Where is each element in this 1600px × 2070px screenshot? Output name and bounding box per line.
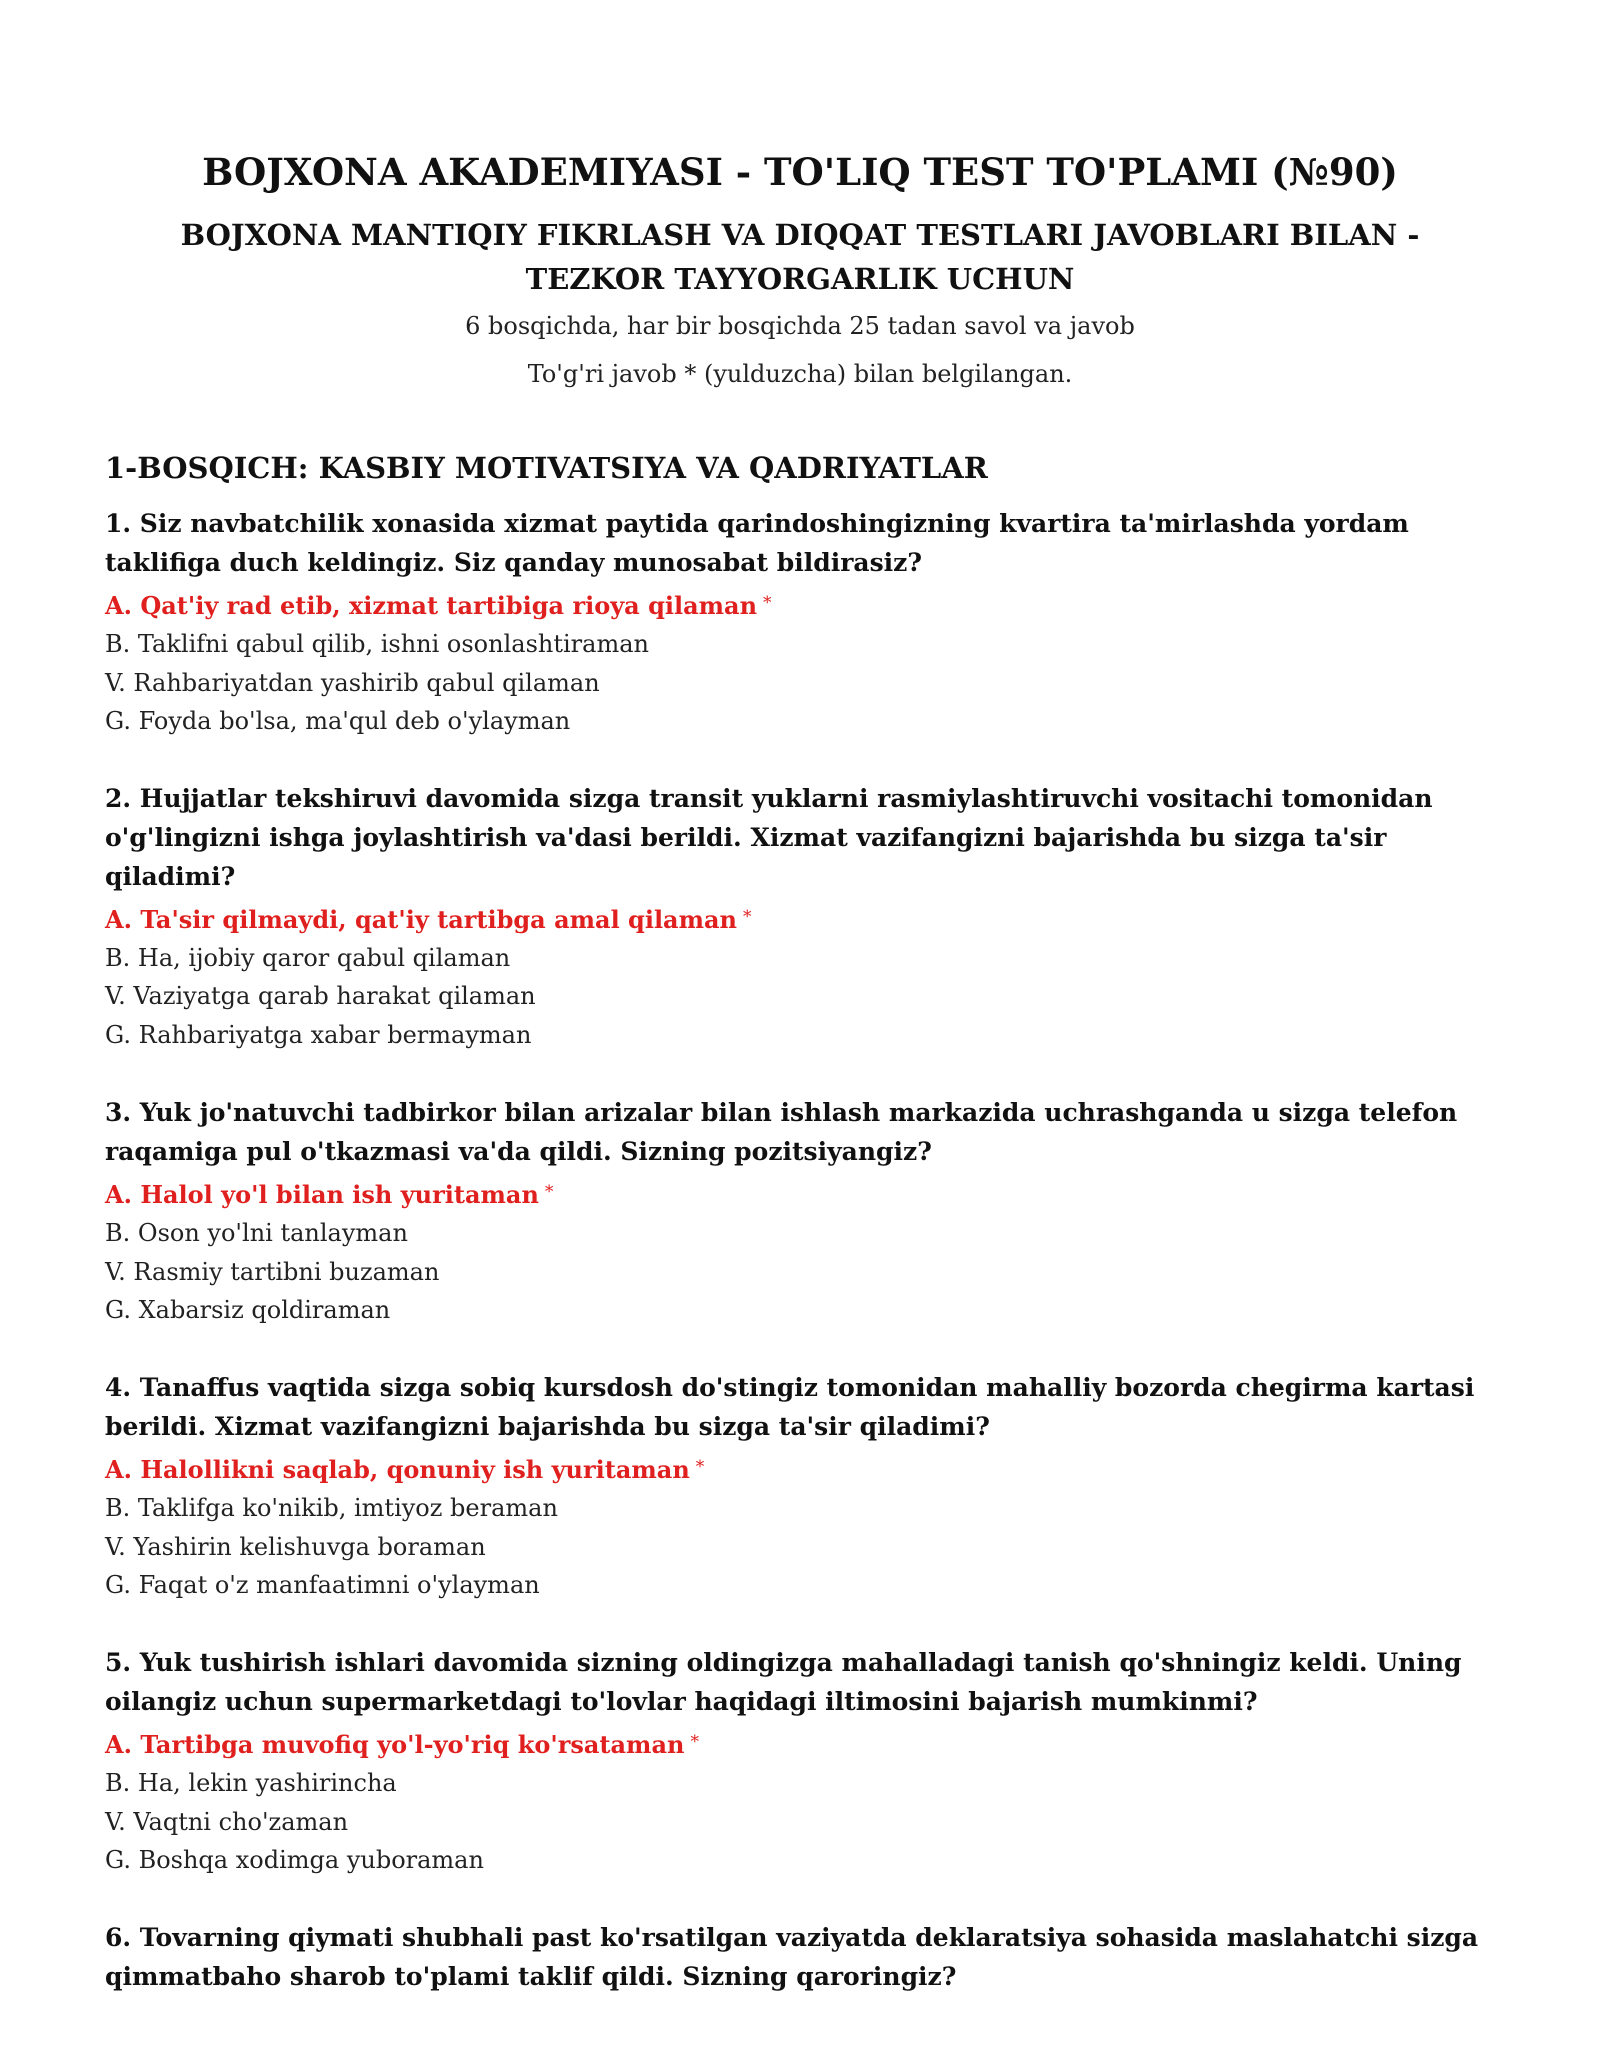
option-g: G. Rahbariyatga xabar bermayman (105, 1020, 532, 1049)
section-heading: 1-BOSQICH: KASBIY MOTIVATSIYA VA QADRIYATLAR (105, 451, 988, 486)
question-6 (105, 1919, 1495, 1997)
question-text: 3. Yuk jo'natuvchi tadbirkor bilan arizalar bilan ishlash markazida uchrashganda u sizga telefon raqamiga pul o'tkazmasi va'da qildi. Sizning pozitsiyangiz? (105, 1098, 1458, 1167)
option-a-correct (105, 1176, 1495, 1214)
option-g: G. Foyda bo'lsa, ma'qul deb o'ylayman (105, 707, 571, 736)
question-text: 5. Yuk tushirish ishlari davomida sizning oldingizga mahalladagi tanish qo'shningiz keldi. Uning oilangiz uchun supermarketdagi to'lovlar haqidagi iltimosini bajarish mumkinmi? (105, 1648, 1462, 1717)
question-text: 4. Tanaffus vaqtida sizga sobiq kursdosh do'stingiz tomonidan mahalliy bozorda chegirma kartasi berildi. Xizmat vazifangizni bajarishda bu sizga ta'sir qiladimi? (105, 1373, 1475, 1442)
option-label: A. Halol yo'l bilan ish yuritaman (105, 1179, 539, 1209)
option-a-correct (105, 587, 1495, 625)
option-label: A. Tartibga muvofiq yo'l-yo'riq ko'rsataman (105, 1729, 685, 1759)
correct-mark: * (763, 592, 772, 613)
option-b: B. Oson yo'lni tanlayman (105, 1219, 408, 1248)
option-v: V. Yashirin kelishuvga boraman (105, 1532, 486, 1561)
question-3 (105, 1094, 1495, 1329)
option-b: B. Taklifni qabul qilib, ishni osonlashtiraman (105, 630, 649, 659)
option-a-correct (105, 1451, 1495, 1489)
question-text: 1. Siz navbatchilik xonasida xizmat paytida qarindoshingizning kvartira ta'mirlashda yordam taklifiga duch keldingiz. Siz qanday munosabat bildirasiz? (105, 509, 1409, 578)
question-2 (105, 780, 1495, 1054)
option-a-correct (105, 1726, 1495, 1764)
question-text: 6. Tovarning qiymati shubhali past ko'rsatilgan vaziyatda deklaratsiya sohasida maslahatchi sizga qimmatbaho sharob to'plami taklif qildi. Sizning qaroringiz? (105, 1923, 1479, 1992)
option-v: V. Vaqtni cho'zaman (105, 1807, 349, 1836)
option-v: V. Rasmiy tartibni buzaman (105, 1257, 440, 1286)
question-5 (105, 1644, 1495, 1879)
document-title: BOJXONA AKADEMIYASI - TO'LIQ TEST TO'PLAMI (№90) (202, 150, 1398, 194)
document-subtitle: BOJXONA MANTIQIY FIKRLASH VA DIQQAT TESTLARI JAVOBLARI BILAN - TEZKOR TAYYORGARLIK UCHUN (180, 218, 1420, 296)
correct-mark: * (743, 906, 752, 927)
document-meta-line-1: 6 bosqichda, har bir bosqichda 25 tadan savol va javob (465, 312, 1135, 341)
option-b: B. Taklifga ko'nikib, imtiyoz beraman (105, 1494, 558, 1523)
option-label: A. Ta'sir qilmaydi, qat'iy tartibga amal qilaman (105, 904, 738, 934)
document-meta-line-2: To'g'ri javob * (yulduzcha) bilan belgilangan. (527, 360, 1073, 389)
option-v: V. Rahbariyatdan yashirib qabul qilaman (105, 668, 600, 697)
question-text: 2. Hujjatlar tekshiruvi davomida sizga transit yuklarni rasmiylashtiruvchi vositachi tomonidan o'g'lingizni ishga joylashtirish va'dasi berildi. Xizmat vazifangizni bajarishda bu sizga ta'sir qiladimi? (105, 784, 1433, 891)
question-4 (105, 1369, 1495, 1604)
option-g: G. Faqat o'z manfaatimni o'ylayman (105, 1571, 540, 1599)
option-g: G. Boshqa xodimga yuboraman (105, 1846, 484, 1875)
option-label: A. Halollikni saqlab, qonuniy ish yuritaman (105, 1454, 690, 1484)
option-b: B. Ha, lekin yashirincha (105, 1769, 397, 1798)
correct-mark: * (690, 1731, 699, 1752)
option-v: V. Vaziyatga qarab harakat qilaman (105, 982, 536, 1011)
option-label: A. Qat'iy rad etib, xizmat tartibiga rioya qilaman (105, 590, 758, 620)
option-b: B. Ha, ijobiy qaror qabul qilaman (105, 944, 511, 973)
option-g: G. Xabarsiz qoldiraman (105, 1295, 391, 1324)
correct-mark: * (544, 1181, 554, 1202)
question-1 (105, 505, 1495, 740)
question-list (105, 505, 1495, 1997)
option-a-correct (105, 901, 1495, 939)
correct-mark: * (695, 1456, 705, 1477)
